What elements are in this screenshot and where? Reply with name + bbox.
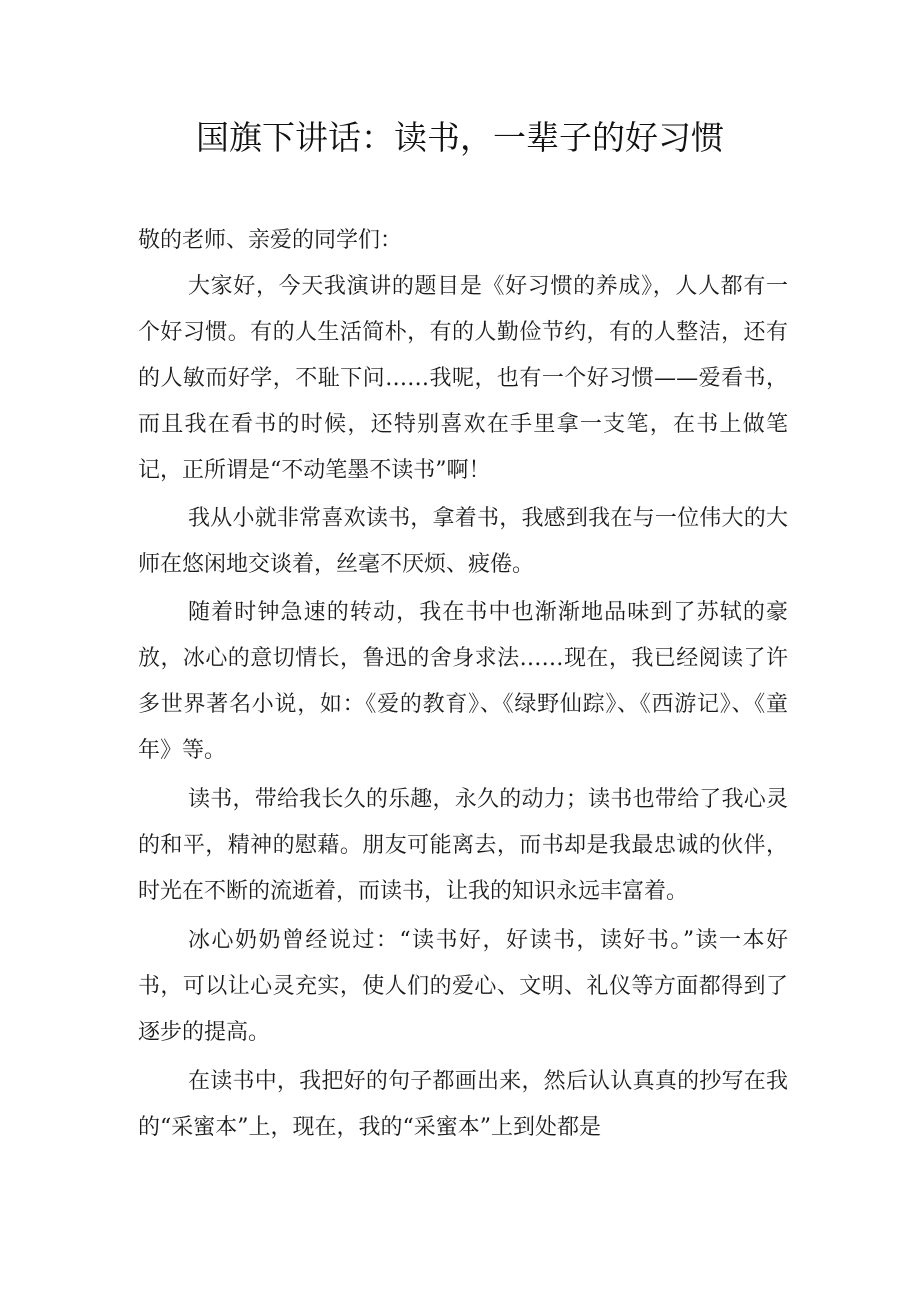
document-title: 国旗下讲话：读书，一辈子的好习惯 <box>196 118 724 157</box>
salutation: 敬的老师、亲爱的同学们： <box>138 228 403 253</box>
paragraph-3: 随着时钟急速的转动，我在书中也渐渐地品味到了苏轼的豪放，冰心的意切情长，鲁迅的舍身求法……现在，我已经阅读了许多世界著名小说，如：《爱的教育》、《绿野仙踪》、《西游记》、《童年》等。 <box>138 600 788 763</box>
paragraph-6: 在读书中，我把好的句子都画出来，然后认认真真的抄写在我的“采蜜本”上，现在，我的“采蜜本”上到处都是 <box>138 1069 788 1140</box>
paragraph-4: 读书，带给我长久的乐趣，永久的动力；读书也带给了我心灵的和平，精神的慰藉。朋友可能离去，而书却是我最忠诚的伙伴，时光在不断的流逝着，而读书，让我的知识永远丰富着。 <box>138 787 788 904</box>
paragraph-2: 我从小就非常喜欢读书，拿着书，我感到我在与一位伟大的大师在悠闲地交谈着，丝毫不厌烦、疲倦。 <box>138 506 788 577</box>
document-body <box>138 218 788 1151</box>
paragraph-1: 大家好，今天我演讲的题目是《好习惯的养成》，人人都有一个好习惯。有的人生活简朴，有的人勤俭节约，有的人整洁，还有的人敏而好学，不耻下问……我呢，也有一个好习惯——爱看书，而且我在看书的时候，还特别喜欢在手里拿一支笔，在书上做笔记，正所谓是“不动笔墨不读书”啊！ <box>138 274 788 483</box>
paragraph-5: 冰心奶奶曾经说过：“读书好，好读书，读好书。”读一本好书，可以让心灵充实，使人们的爱心、文明、礼仪等方面都得到了逐步的提高。 <box>138 928 788 1045</box>
